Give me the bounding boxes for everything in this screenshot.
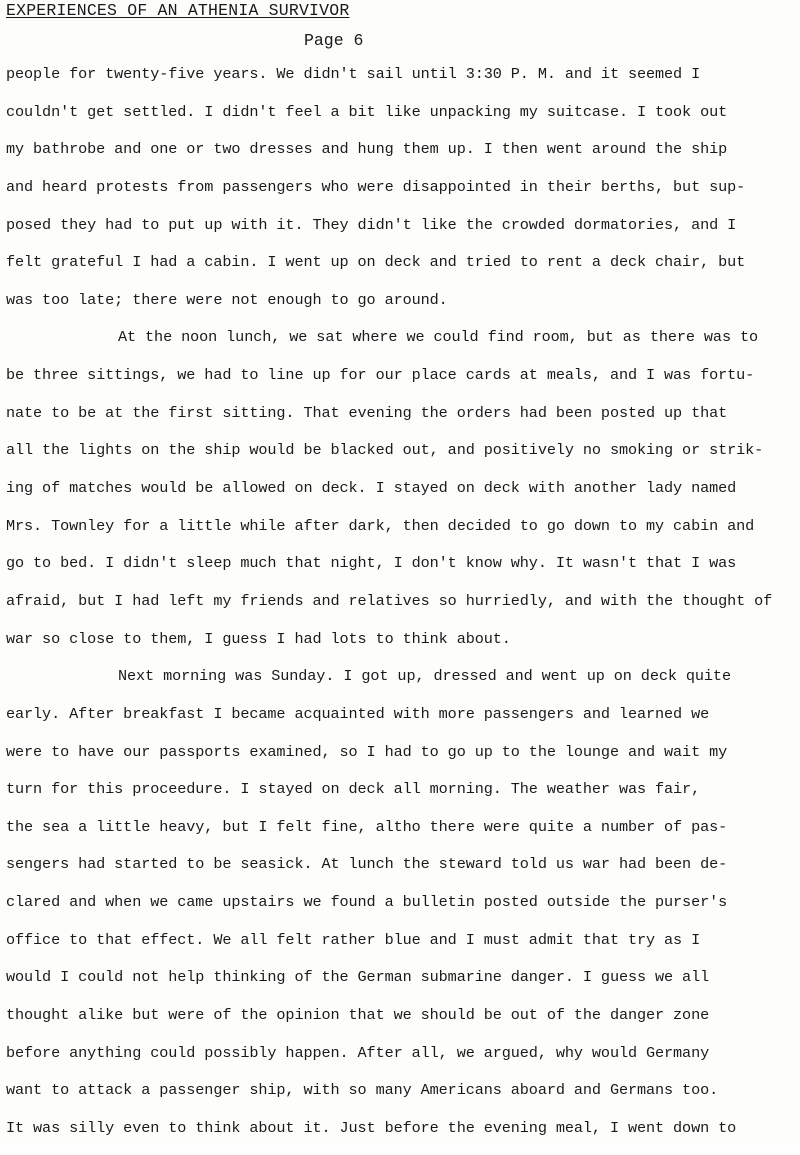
text-line: my bathrobe and one or two dresses and hung them up. I then went around the ship — [6, 140, 728, 159]
text-line: ing of matches would be allowed on deck. I stayed on deck with another lady named — [6, 479, 737, 498]
text-line: the sea a little heavy, but I felt fine, altho there were quite a number of pas- — [6, 817, 728, 836]
text-line: Next morning was Sunday. I got up, dressed and went up on deck quite — [118, 667, 731, 686]
text-line: people for twenty-five years. We didn't sail until 3:30 P. M. and it seemed I — [6, 65, 701, 83]
text-line: posed they had to put up with it. They didn't like the crowded dormatories, and I — [6, 215, 737, 234]
text-line: sengers had started to be seasick. At lunch the steward told us war had been de- — [6, 855, 728, 874]
text-line: and heard protests from passengers who were disappointed in their berths, but sup- — [6, 177, 746, 196]
text-line: before anything could possibly happen. After all, we argued, why would Germany — [6, 1043, 710, 1062]
body-text — [6, 63, 798, 1155]
text-line: It was silly even to think about it. Just before the evening meal, I went down to — [6, 1118, 737, 1137]
text-line: were to have our passports examined, so I had to go up to the lounge and wait my — [6, 742, 728, 761]
text-line: would I could not help thinking of the German submarine danger. I guess we all — [6, 968, 710, 987]
text-line: afraid, but I had left my friends and relatives so hurriedly, and with the thought of — [6, 591, 773, 610]
text-line: want to attack a passenger ship, with so many Americans aboard and Germans too. — [6, 1081, 719, 1100]
text-line: go to bed. I didn't sleep much that night, I don't know why. It wasn't that I was — [6, 554, 737, 573]
text-line: thought alike but were of the opinion that we should be out of the danger zone — [6, 1006, 710, 1025]
text-line: all the lights on the ship would be blacked out, and positively no smoking or strik- — [6, 441, 764, 460]
text-line: was too late; there were not enough to go around. — [6, 290, 448, 309]
text-line: clared and when we came upstairs we found a bulletin posted outside the purser's — [6, 893, 728, 912]
text-line: office to that effect. We all felt rather blue and I must admit that try as I — [6, 930, 701, 949]
text-line: turn for this proceedure. I stayed on deck all morning. The weather was fair, — [6, 780, 701, 799]
text-line: At the noon lunch, we sat where we could find room, but as there was to — [118, 328, 758, 347]
text-line: couldn't get settled. I didn't feel a bit like unpacking my suitcase. I took out — [6, 102, 728, 121]
text-line: Mrs. Townley for a little while after dark, then decided to go down to my cabin and — [6, 516, 755, 535]
text-line: nate to be at the first sitting. That evening the orders had been posted up that — [6, 403, 728, 422]
document-title: EXPERIENCES OF AN ATHENIA SURVIVOR — [6, 1, 350, 20]
text-line: war so close to them, I guess I had lots to think about. — [6, 629, 511, 648]
page-number: Page 6 — [304, 31, 364, 50]
text-line: be three sittings, we had to line up for our place cards at meals, and I was fortu- — [6, 366, 755, 385]
text-line: felt grateful I had a cabin. I went up on deck and tried to rent a deck chair, but — [6, 253, 746, 272]
text-line: early. After breakfast I became acquainted with more passengers and learned we — [6, 704, 710, 723]
